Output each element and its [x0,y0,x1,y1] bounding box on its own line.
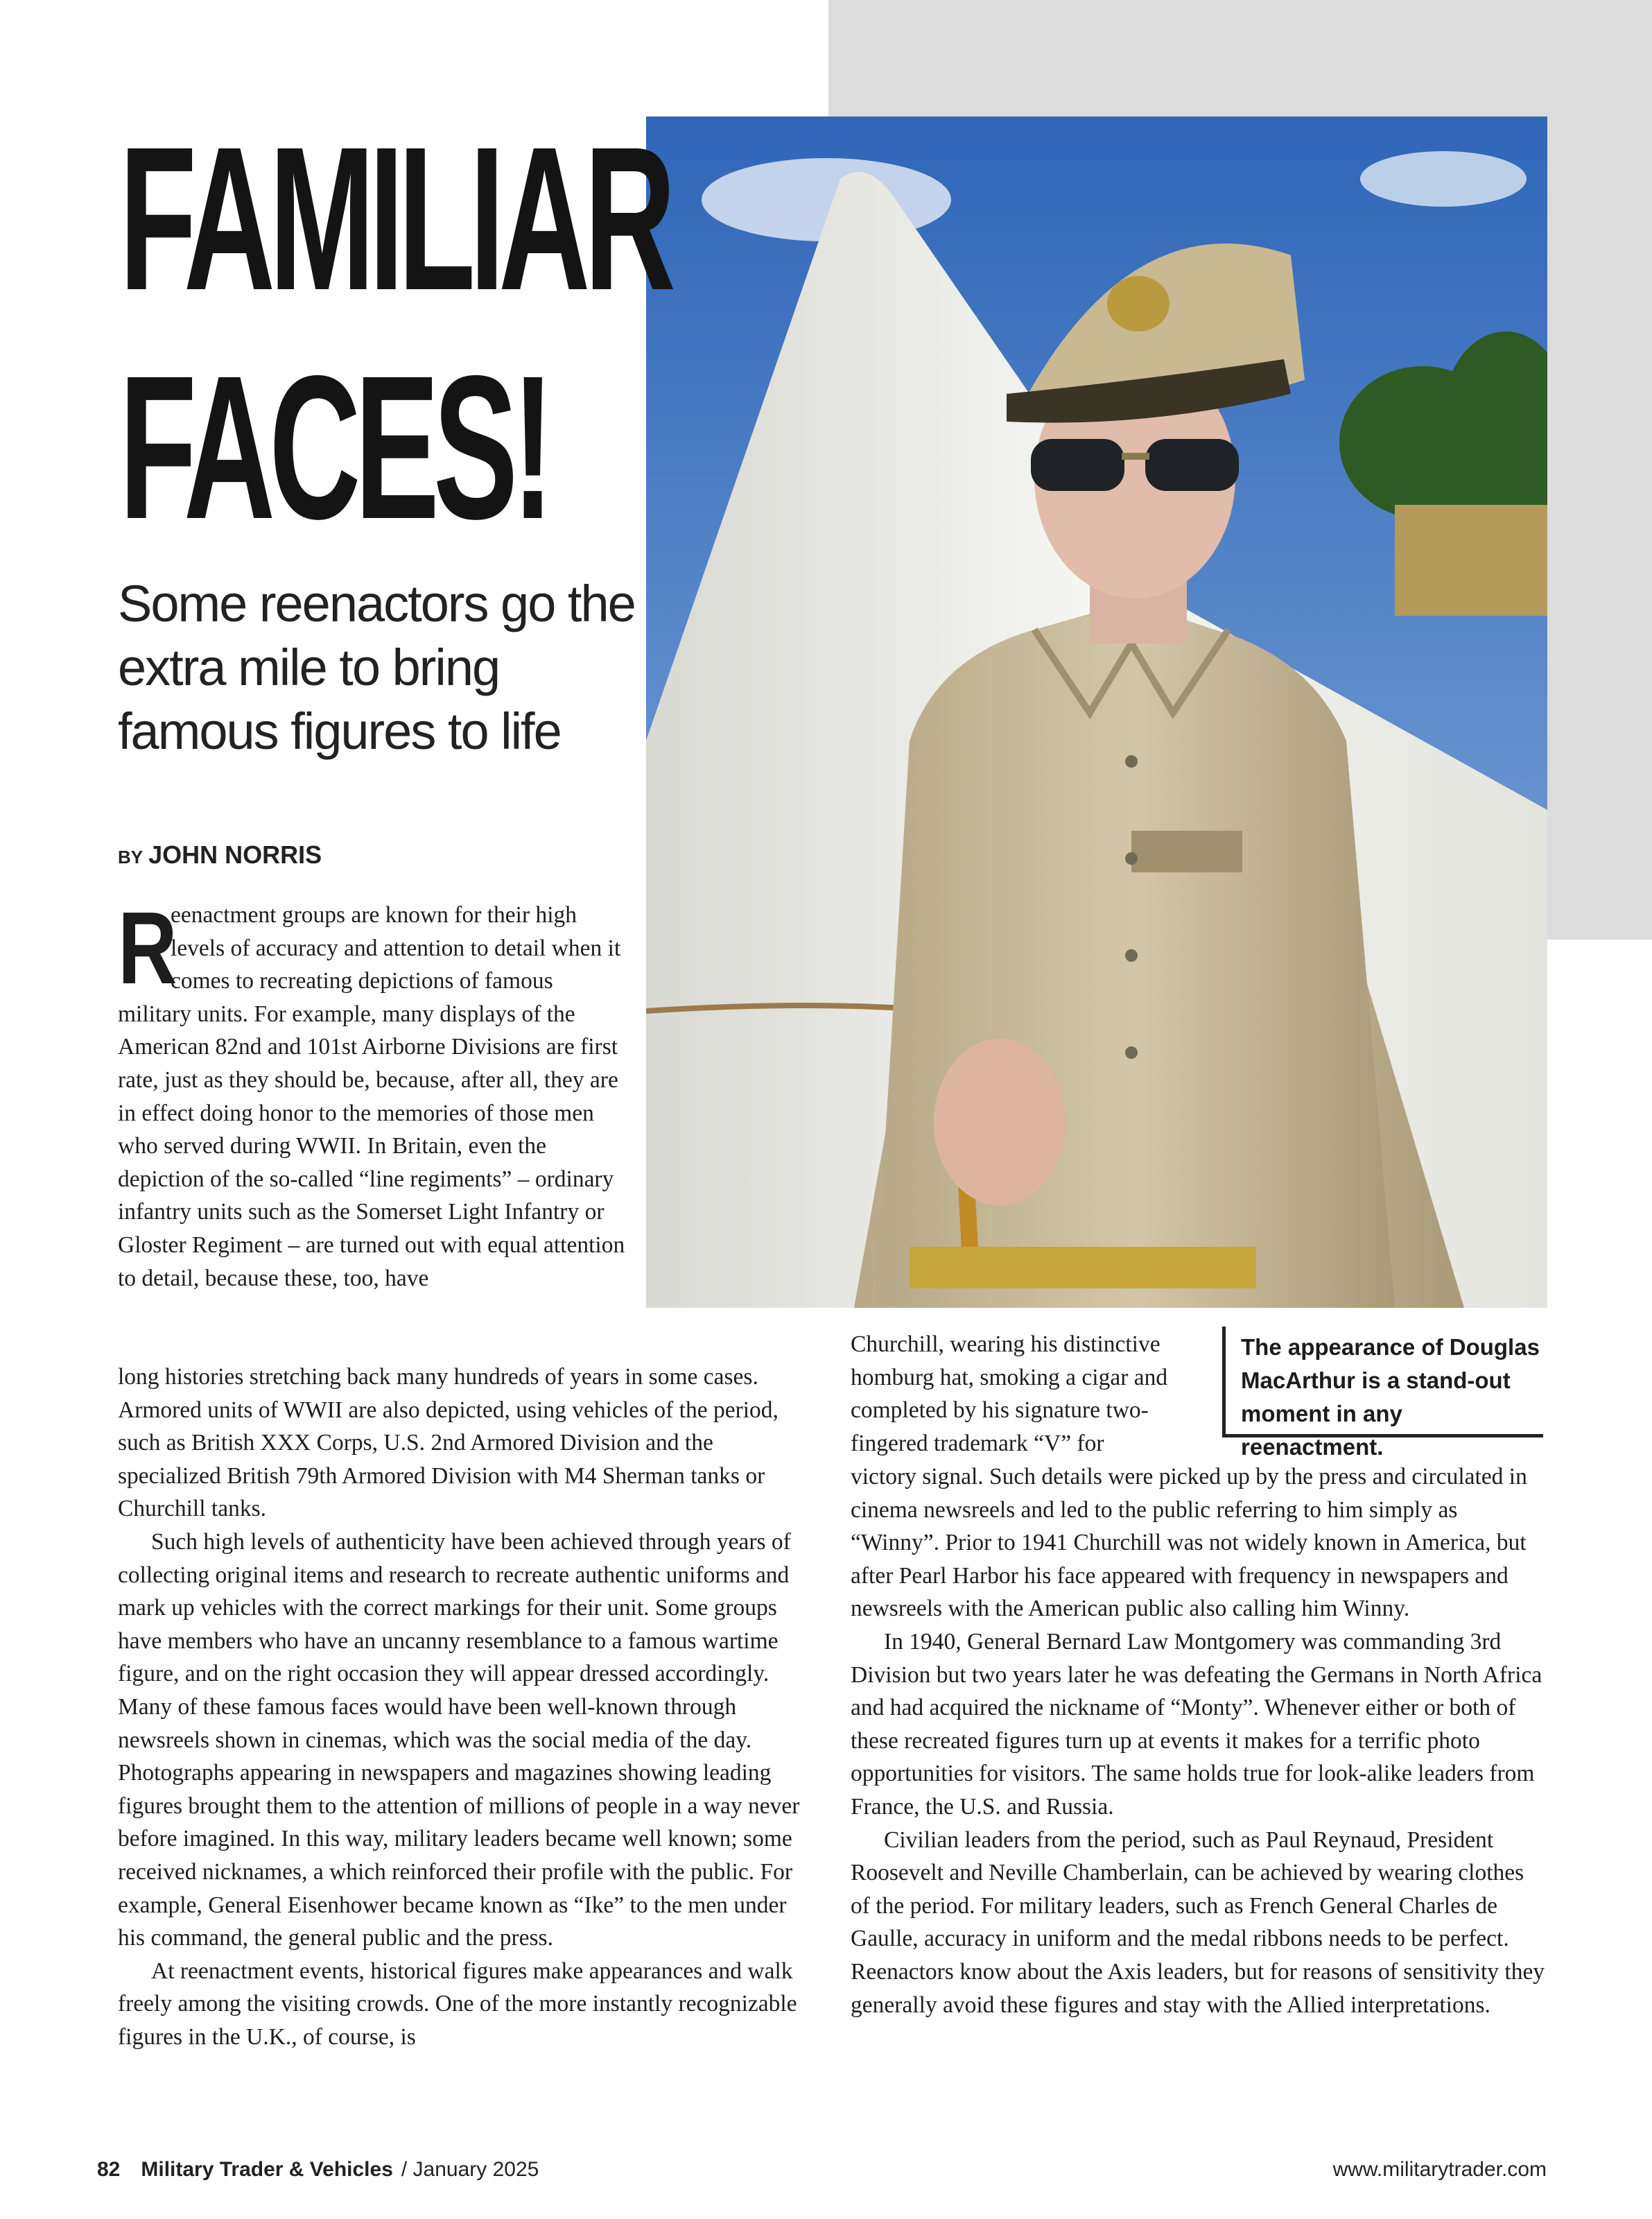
headline-line-2: FACES! [119,333,548,562]
reenactor-illustration [646,116,1547,1308]
headline [119,104,670,562]
right-column-top [851,1328,1211,1460]
byline-author: JOHN NORRIS [148,840,322,869]
right-column-continuation: victory signal. Such details were picked up by the press and circulated in cinema newsreels and led to the public referring to him simply as “Winny”. Prior to 1941 Churchill was not widely known in America, but after Pearl Harbor his face appeared with frequency in newspapers and newsreels with the American public also calling him Winny. [851,1464,1527,1622]
photo-caption: The appearance of Douglas MacArthur is a stand-out moment in any reenactment. [1222,1327,1543,1437]
left-column-continuation: long histories stretching back many hundreds of years in some cases. Armored units of WWII are also depicted, using vehicles of the period, such as British XXX Corps, U.S. 2nd Armored Division and the specialized British 79th Armored Division with M4 Sherman tanks or Churchill tanks. [118,1364,779,1522]
right-column-paragraph-3: Civilian leaders from the period, such as Paul Reynaud, President Roosevelt and Neville Chamberlain, can be achieved by wearing clothes of the period. For military leaders, such as French General Charles de Gaulle, accuracy in uniform and the medal ribbons needs to be perfect. Reenactors know about the Axis leaders, but for reasons of sensitivity they generally avoid these figures and stay with the Allied interpretations. [851,1827,1545,2018]
left-column-paragraph-2: Such high levels of authenticity have been achieved through years of collecting original items and research to recreate authentic uniforms and mark up vehicles with the correct markings for their unit. Some groups have members who have an uncanny resemblance to a famous wartime figure, and on the right occasion they will appear dressed accordingly. Many of these famous faces would have been well-known through newsreels shown in cinemas, which was the social media of the day. Photographs appearing in newspapers and magazines showing leading figures brought them to the attention of millions of people in a way never before imagined. In this way, military leaders became well known; some received nicknames, a which reinforced their profile with the public. For example, General Eisenhower became known as “Ike” to the men under his command, the general public and the press. [118,1528,800,1951]
byline [118,840,322,870]
issue-date: / January 2025 [401,2158,539,2181]
intro-paragraph [118,891,631,1295]
website-url[interactable]: www.militarytrader.com [1332,2158,1547,2181]
right-column-top-text: Churchill, wearing his distinctive homburg hat, smoking a cigar and completed by his signature two-fingered trademark “V” for [851,1331,1168,1456]
footer-left [97,2158,539,2182]
drop-cap: R [118,891,177,1005]
byline-prefix: BY [118,847,144,867]
magazine-title: Military Trader & Vehicles [141,2158,393,2181]
right-column [851,1460,1547,2021]
left-column-paragraph-3: At reenactment events, historical figures make appearances and walk freely among the visiting crowds. One of the more instantly recognizable figures in the U.K., of course, is [118,1958,797,2050]
deck-subtitle: Some reenactors go the extra mile to bring famous figures to life [118,575,635,760]
left-column [118,1361,818,2053]
right-column-paragraph-2: In 1940, General Bernard Law Montgomery was commanding 3rd Division but two years later he was defeating the Germans in North Africa and had acquired the nickname of “Monty”. Whenever either or both of these recreated figures turn up at events it makes for a terrific photo opportunities for visitors. The same holds true for look-alike leaders from France, the U.S. and Russia. [851,1628,1542,1820]
page-number: 82 [97,2158,121,2181]
intro-text: eenactment groups are known for their high levels of accuracy and attention to detail when it comes to recreating depictions of famous military units. For example, many displays of the American 82nd and 101st Airborne Divisions are first rate, just as they should be, because, after all, they are in effect doing honor to the memories of those men who served during WWII. In Britain, even the depiction of the so-called “line regiments” – ordinary infantry units such as the Somerset Light Infantry or Gloster Regiment – are turned out with equal attention to detail, because these, too, have [118,902,625,1291]
page-footer [97,2158,1547,2182]
headline-line-1: FAMILIAR [119,104,670,333]
macarthur-photo [646,116,1547,1308]
